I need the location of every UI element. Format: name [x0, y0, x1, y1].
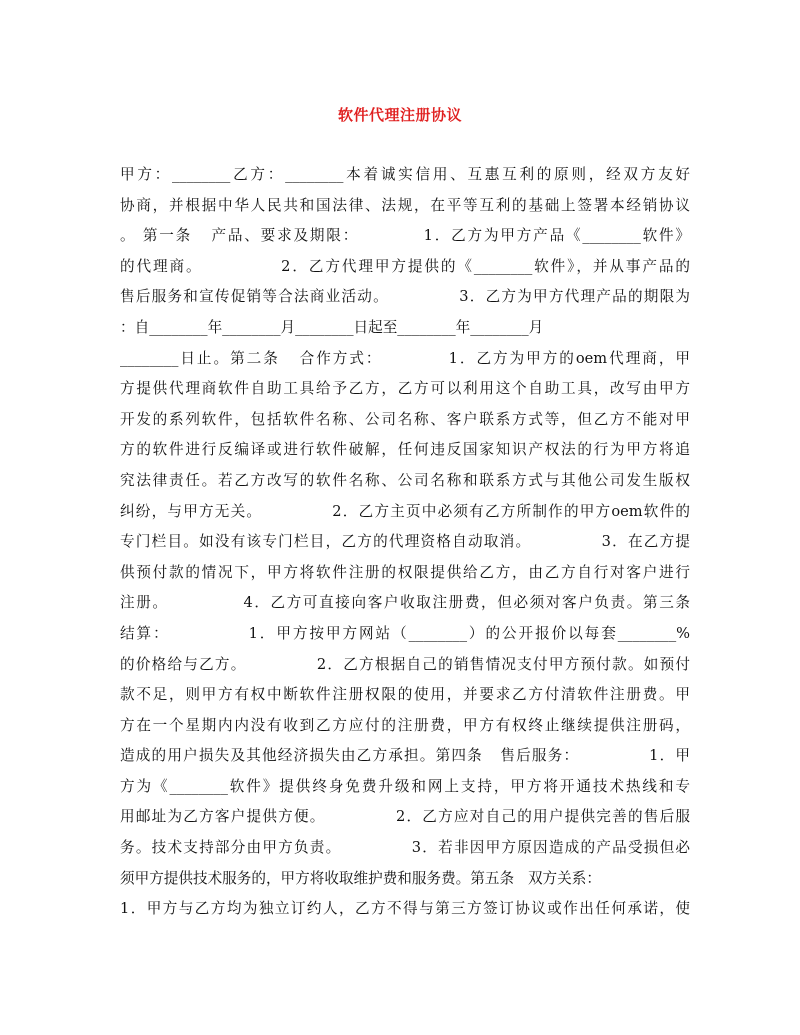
body-line: 究法律责任。若乙方改写的软件名称、公司名称和联系方式与其他公司发生版权 [120, 471, 690, 489]
body-line: 纠纷，与甲方无关。 2．乙方主页中必须有乙方所制作的甲方oem软件的 [120, 502, 690, 520]
body-line: 方的软件进行反编译或进行软件破解，任何违反国家知识产权法的行为甲方将追 [120, 441, 690, 459]
body-line: 协商，并根据中华人民共和国法律、法规，在平等互利的基础上签署本经销协议 [120, 196, 690, 214]
body-line: 1．甲方与乙方均为独立订约人，乙方不得与第三方签订协议或作出任何承诺，使 [120, 900, 690, 918]
body-line: 供预付款的情况下，甲方将软件注册的权限提供给乙方，由乙方自行对客户进行 [120, 563, 690, 581]
body-line: 务。技术支持部分由甲方负责。 3．若非因甲方原因造成的产品受损但必 [120, 839, 690, 857]
body-line: 开发的系列软件，包括软件名称、公司名称、客户联系方式等，但乙方不能对甲 [120, 410, 690, 428]
body-line: 甲方：________乙方：________本着诚实信用、互惠互利的原则，经双方友好 [120, 166, 690, 183]
body-line: ________日止。第二条 合作方式： 1．乙方为甲方的oem代理商，甲 [120, 349, 690, 367]
body-line: 专门栏目。如没有该专门栏目，乙方的代理资格自动取消。 3．在乙方提 [120, 533, 690, 551]
body-line: 注册。 4．乙方可直接向客户收取注册费，但必须对客户负责。第三条 [120, 594, 690, 612]
body-line: 方在一个星期内内没有收到乙方应付的注册费，甲方有权终止继续提供注册码， [120, 716, 690, 734]
document-title: 软件代理注册协议 [337, 106, 462, 124]
body-line: 须甲方提供技术服务的，甲方将收取维护费和服务费。第五条 双方关系： [120, 869, 601, 887]
body-line: 的代理商。 2．乙方代理甲方提供的《________软件》，并从事产品的 [120, 257, 690, 275]
body-line: 结算： 1．甲方按甲方网站（________）的公开报价以每套________% [120, 624, 690, 642]
body-line: ：自________年________月________日起至________年________月 [120, 318, 544, 336]
body-line: 造成的用户损失及其他经济损失由乙方承担。第四条 售后服务： 1．甲 [120, 747, 690, 765]
body-line: 方为《________软件》提供终身免费升级和网上支持，甲方将开通技术热线和专 [120, 777, 690, 795]
body-line: 的价格给与乙方。 2．乙方根据自己的销售情况支付甲方预付款。如预付 [120, 655, 690, 673]
body-line: 用邮址为乙方客户提供方便。 2．乙方应对自己的用户提供完善的售后服 [120, 808, 690, 826]
body-line: 方提供代理商软件自助工具给予乙方，乙方可以利用这个自助工具，改写由甲方 [120, 380, 690, 398]
document-body [120, 160, 690, 925]
body-line: 。 第一条 产品、要求及期限： 1．乙方为甲方产品《________软件》 [120, 227, 690, 245]
body-line: 款不足，则甲方有权中断软件注册权限的使用，并要求乙方付清软件注册费。甲 [120, 686, 690, 704]
body-line: 售后服务和宣传促销等合法商业活动。 3．乙方为甲方代理产品的期限为 [120, 288, 690, 306]
